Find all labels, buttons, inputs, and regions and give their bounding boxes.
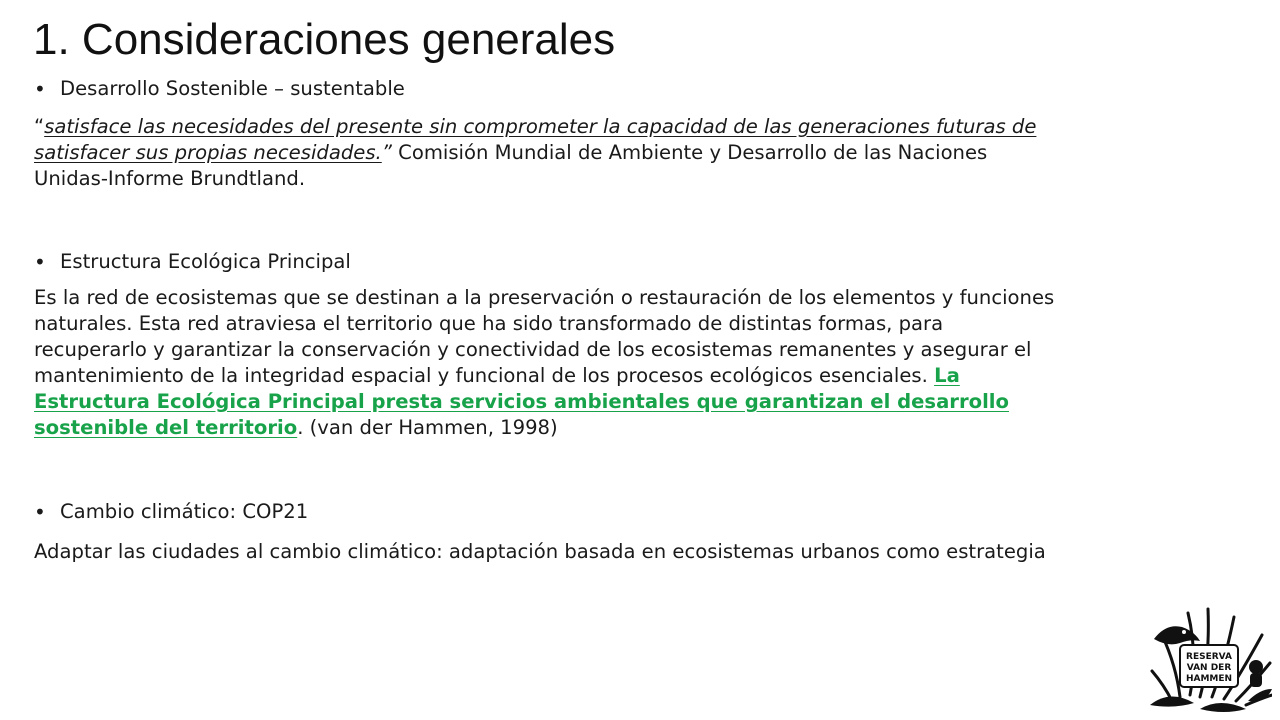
quote-text: satisfacer sus propias necesidades. [34, 141, 382, 164]
paragraph-line [34, 389, 1254, 415]
open-quote: “ [34, 115, 45, 138]
bullet-dot: • [34, 500, 46, 524]
plain-text: mantenimiento de la integridad espacial y funcional de los procesos ecológicos esenciales. [34, 364, 935, 387]
bullet-text: Cambio climático: COP21 [60, 500, 309, 523]
adaptacion-paragraph: Adaptar las ciudades al cambio climático: adaptación basada en ecosistemas urbanos como estrategia [34, 540, 1046, 563]
slide-title: 1. Consideraciones generales [33, 15, 616, 64]
highlight-link[interactable]: La [934, 364, 960, 387]
paragraph-line [34, 140, 1254, 166]
paragraph-line: naturales. Esta red atraviesa el territorio que ha sido transformado de distintas formas, para [34, 312, 944, 335]
reserva-van-der-hammen-logo [1150, 605, 1272, 715]
paragraph-line: Es la red de ecosistemas que se destinan a la preservación o restauración de los elementos y funciones [34, 286, 1055, 309]
citation-text: . (van der Hammen, 1998) [297, 416, 558, 439]
source-text: Unidas-Informe Brundtland. [34, 167, 306, 190]
paragraph-line [34, 415, 1254, 441]
close-quote: ” [381, 141, 392, 164]
bullet-cambio-climatico [34, 499, 1254, 525]
bullet-desarrollo-sostenible [34, 76, 1254, 102]
bullet-dot: • [34, 77, 46, 101]
paragraph-line [34, 363, 1254, 389]
bullet-dot: • [34, 250, 46, 274]
bullet-text: Estructura Ecológica Principal [60, 250, 351, 273]
quote-text: satisface las necesidades del presente sin comprometer la capacidad de las generaciones futuras de [44, 115, 1037, 138]
highlight-link[interactable]: Estructura Ecológica Principal presta servicios ambientales que garantizan el desarrollo [34, 390, 1009, 413]
brundtland-definition-paragraph [34, 114, 1254, 192]
paragraph-line: recuperarlo y garantizar la conservación y conectividad de los ecosistemas remanentes y asegurar el [34, 338, 1032, 361]
logo-graphic [1150, 605, 1272, 715]
logo-text-line: HAMMEN [1185, 674, 1233, 684]
paragraph-line [34, 166, 1254, 192]
logo-text-line: RESERVA [1186, 652, 1232, 662]
source-text: Comisión Mundial de Ambiente y Desarrollo de las Naciones [391, 141, 988, 164]
estructura-ecologica-paragraph [34, 285, 1254, 441]
bullet-text: Desarrollo Sostenible – sustentable [60, 77, 405, 100]
bullet-estructura-ecologica [34, 249, 1254, 275]
slide-content [34, 72, 1254, 565]
highlight-link[interactable]: sostenible del territorio [34, 416, 298, 439]
paragraph-line [34, 114, 1254, 140]
logo-text-line: VAN DER [1186, 663, 1232, 673]
